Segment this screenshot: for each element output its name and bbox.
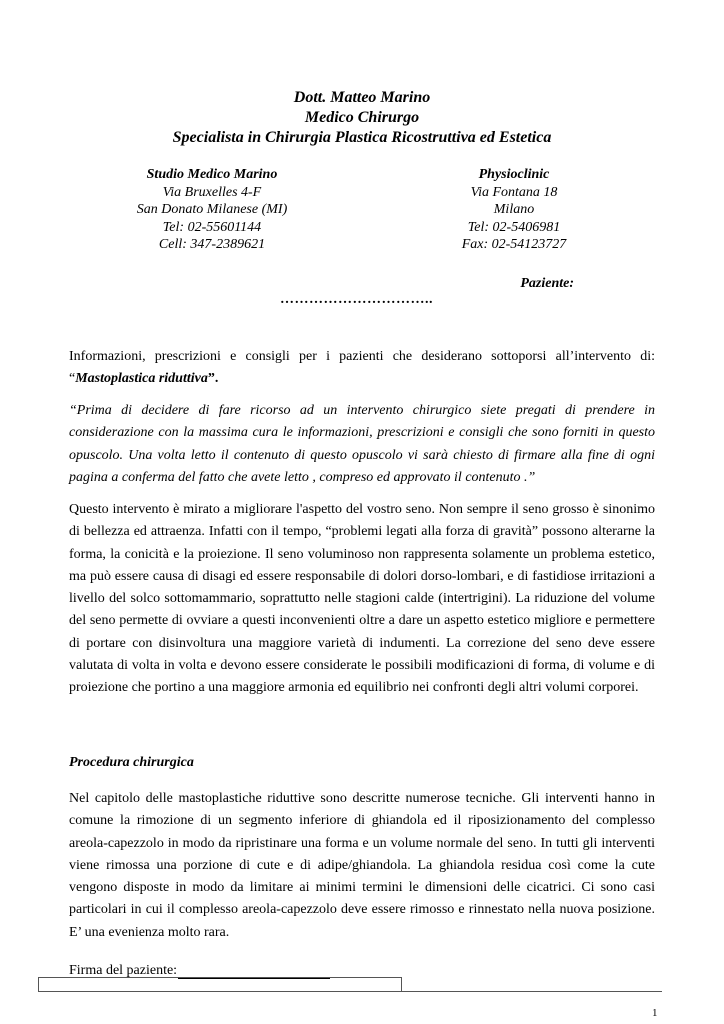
- page-number: 1: [652, 1007, 658, 1019]
- clinic-name: Physioclinic: [478, 167, 550, 182]
- intro-paragraph: [69, 346, 655, 391]
- procedure-name: Mastoplastica riduttiva: [75, 371, 208, 387]
- signature-label: Firma del paziente:: [69, 963, 178, 978]
- intro-end: ”.: [207, 371, 219, 387]
- footer-box: [38, 977, 402, 992]
- notice-paragraph: “Prima di decidere di fare ricorso ad un intervento chirurgico siete pregati di prendere in considerazione con la massima cura le informazioni, prescrizioni e consigli che sono forniti in questo opuscolo. Una volta letto il contenuto di questo opuscolo vi sarà chiesto di firmare alla fine di ogni pagina a conferma del fatto che avete letto , compreso ed approvato il contenuto .”: [69, 403, 655, 485]
- section-title: Procedura chirurgica: [69, 755, 194, 770]
- procedure-paragraph: Nel capitolo delle mastoplastiche riduttive sono descritte numerose tecniche. Gli interventi hanno in comune la rimozione di un segmento inferiore di ghiandola ed il riposizionamento del complesso areola-capezzolo in modo da ripristinare una forma e un volume normale del seno. In tutti gli interventi viene rimossa una porzione di cute e di adipe/ghiandola. La ghiandola residua così come la cute vengono disposte in modo da limitare ai minimi termini le dimensioni delle cicatrici. Ci sono casi particolari in cui il complesso areola-capezzolo deve essere rimosso e rinnestato nella nuova posizione. E’ una evenienza molto rara.: [69, 791, 655, 940]
- letterhead: [0, 88, 724, 148]
- doctor-specialty: Specialista in Chirurgia Plastica Ricostruttiva ed Estetica: [172, 129, 552, 146]
- studio-city: San Donato Milanese (MI): [136, 202, 288, 217]
- body-paragraph: Questo intervento è mirato a migliorare l'aspetto del vostro seno. Non sempre il seno grosso è sinonimo di bellezza ed attraenza. Infatti con il tempo, “problemi legati alla forza di gravità” possono alterarne la forma, la conicità e la proiezione. Il seno voluminoso non rappresenta solamente un problema estetico, ma può essere causa di disagi ed essere responsabile di dolori dorso-lombari, e di fastidiose irritazioni a livello del solco sottomammario, soprattutto nelle stagioni calde (intertrigini). La riduzione del volume del seno permette di ovviare a questi inconvenienti oltre a dare un aspetto estetico migliore e permettere di portare con disinvoltura una maggiore varietà di indumenti. La correzione del seno deve essere valutata di volta in volta e devono essere considerate le possibili modificazioni di forma, di volume e di proiezione che portino a una maggiore armonia ed equilibrio nei confronti degli altri volumi corporei.: [69, 502, 655, 696]
- studio-tel: Tel: 02-55601144: [162, 219, 262, 235]
- studio-address-left: [110, 166, 314, 254]
- clinic-city: Milano: [493, 202, 535, 217]
- patient-label: Paziente:: [520, 276, 574, 291]
- studio-name: Studio Medico Marino: [146, 167, 278, 182]
- patient-name-blank: …………………………..: [280, 292, 433, 307]
- clinic-tel: Tel: 02-5406981: [467, 219, 561, 235]
- studio-cell: Cell: 347-2389621: [158, 237, 266, 252]
- footer-rule: [38, 991, 662, 992]
- studio-street: Via Bruxelles 4-F: [162, 184, 262, 200]
- intro-text: Informazioni, prescrizioni e consigli per i pazienti che desiderano sottoporsi all’intervento di: “: [69, 349, 655, 387]
- doctor-role: Medico Chirurgo: [304, 109, 420, 126]
- clinic-fax: Fax: 02-54123727: [461, 237, 567, 252]
- doctor-name: Dott. Matteo Marino: [293, 89, 431, 106]
- studio-address-right: [418, 166, 610, 254]
- clinic-street: Via Fontana 18: [470, 184, 558, 200]
